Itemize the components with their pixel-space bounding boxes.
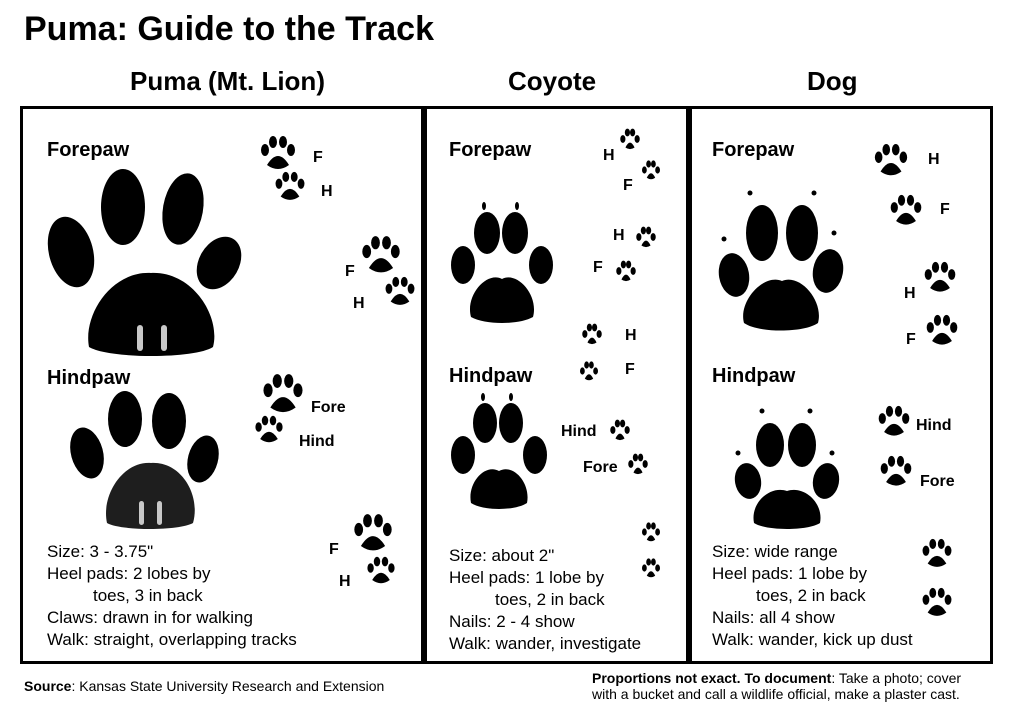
track-label: H <box>603 147 615 164</box>
small-track-icon <box>639 517 663 547</box>
track-label: F <box>329 541 339 558</box>
puma-hindpaw-label: Hindpaw <box>47 367 131 389</box>
small-track-icon <box>617 125 643 153</box>
track-label: H <box>904 285 916 302</box>
info-line: Walk: wander, kick up dust <box>712 630 913 649</box>
small-track-icon <box>359 235 403 279</box>
puma-forepaw-label: Forepaw <box>47 139 130 161</box>
dog-forepaw-label: Forepaw <box>712 139 795 161</box>
note-line-2: with a bucket and call a wildlife official, make a plaster cast. <box>592 686 960 702</box>
track-label: Hind <box>561 423 597 440</box>
small-track-icon <box>253 135 303 175</box>
track-label: F <box>345 263 355 280</box>
small-track-icon <box>878 455 914 491</box>
info-line: Size: wide range <box>712 542 838 561</box>
info-line: Walk: straight, overlapping tracks <box>47 630 297 649</box>
documentation-note <box>592 670 961 702</box>
coyote-info-block <box>449 545 641 655</box>
small-track-icon <box>253 413 285 449</box>
column-heading-dog: Dog <box>807 66 858 96</box>
track-label: H <box>321 183 333 200</box>
track-label: F <box>625 361 635 378</box>
small-track-icon <box>920 585 954 623</box>
source-credit <box>24 678 384 694</box>
small-track-icon <box>922 261 958 297</box>
puma-info-block <box>47 541 297 651</box>
small-track-icon <box>625 449 651 479</box>
small-track-icon <box>920 537 954 573</box>
info-line: Size: 3 - 3.75" <box>47 542 154 561</box>
small-track-icon <box>872 143 910 181</box>
coyote-forepaw-label: Forepaw <box>449 139 532 161</box>
track-label: H <box>928 151 940 168</box>
track-label: F <box>940 201 950 218</box>
small-track-icon <box>365 553 397 591</box>
dog-hindpaw-label: Hindpaw <box>712 365 796 387</box>
small-track-icon <box>577 357 601 385</box>
puma-hindpaw-print-icon <box>67 391 227 531</box>
puma-forepaw-print-icon <box>45 167 245 357</box>
track-label: Fore <box>583 459 618 476</box>
info-line: Walk: wander, investigate <box>449 634 642 653</box>
column-heading-puma: Puma (Mt. Lion) <box>130 66 325 96</box>
track-label: H <box>353 295 365 312</box>
info-line: Claws: drawn in for walking <box>47 608 253 627</box>
note-text: : Take a photo; cover <box>831 670 962 686</box>
info-line: Heel pads: 1 lobe by <box>449 568 604 587</box>
small-track-icon <box>579 319 605 349</box>
coyote-hindpaw-label: Hindpaw <box>449 365 533 387</box>
dog-panel <box>689 106 993 664</box>
small-track-icon <box>639 155 663 185</box>
info-line: Nails: all 4 show <box>712 608 835 627</box>
track-label: F <box>623 177 633 194</box>
source-label: Source <box>24 678 72 694</box>
info-line: Heel pads: 1 lobe by <box>712 564 867 583</box>
small-track-icon <box>273 171 307 205</box>
dog-forepaw-print-icon <box>716 181 846 333</box>
small-track-icon <box>607 415 633 445</box>
track-label: F <box>593 259 603 276</box>
puma-panel <box>20 106 424 664</box>
info-line: toes, 2 in back <box>495 590 605 609</box>
dog-info-block <box>712 541 913 651</box>
column-heading-coyote: Coyote <box>508 66 597 96</box>
info-line: Heel pads: 2 lobes by <box>47 564 211 583</box>
small-track-icon <box>639 553 663 583</box>
track-label: Hind <box>299 433 335 450</box>
track-label: H <box>625 327 637 344</box>
track-label: Fore <box>920 473 955 490</box>
source-text: : Kansas State University Research and Extension <box>71 678 385 694</box>
small-track-icon <box>349 513 397 557</box>
track-label: F <box>313 149 323 166</box>
dog-hindpaw-print-icon <box>732 405 842 531</box>
note-label: Proportions not exact. To document <box>592 670 832 686</box>
page-title: Puma: Guide to the Track <box>24 10 434 48</box>
track-label: H <box>613 227 625 244</box>
small-track-icon <box>613 257 639 285</box>
track-label: F <box>906 331 916 348</box>
small-track-icon <box>633 223 659 251</box>
coyote-hindpaw-print-icon <box>447 391 551 511</box>
track-label: Hind <box>916 417 952 434</box>
small-track-icon <box>888 193 924 231</box>
track-label: Fore <box>311 399 346 416</box>
coyote-panel <box>424 106 689 664</box>
info-line: toes, 2 in back <box>756 586 866 605</box>
small-track-icon <box>876 405 912 441</box>
track-label: H <box>339 573 351 590</box>
info-line: toes, 3 in back <box>93 586 203 605</box>
info-line: Size: about 2" <box>449 546 555 565</box>
info-line: Nails: 2 - 4 show <box>449 612 575 631</box>
small-track-icon <box>924 313 960 351</box>
small-track-icon <box>383 275 417 311</box>
coyote-forepaw-print-icon <box>447 201 557 327</box>
